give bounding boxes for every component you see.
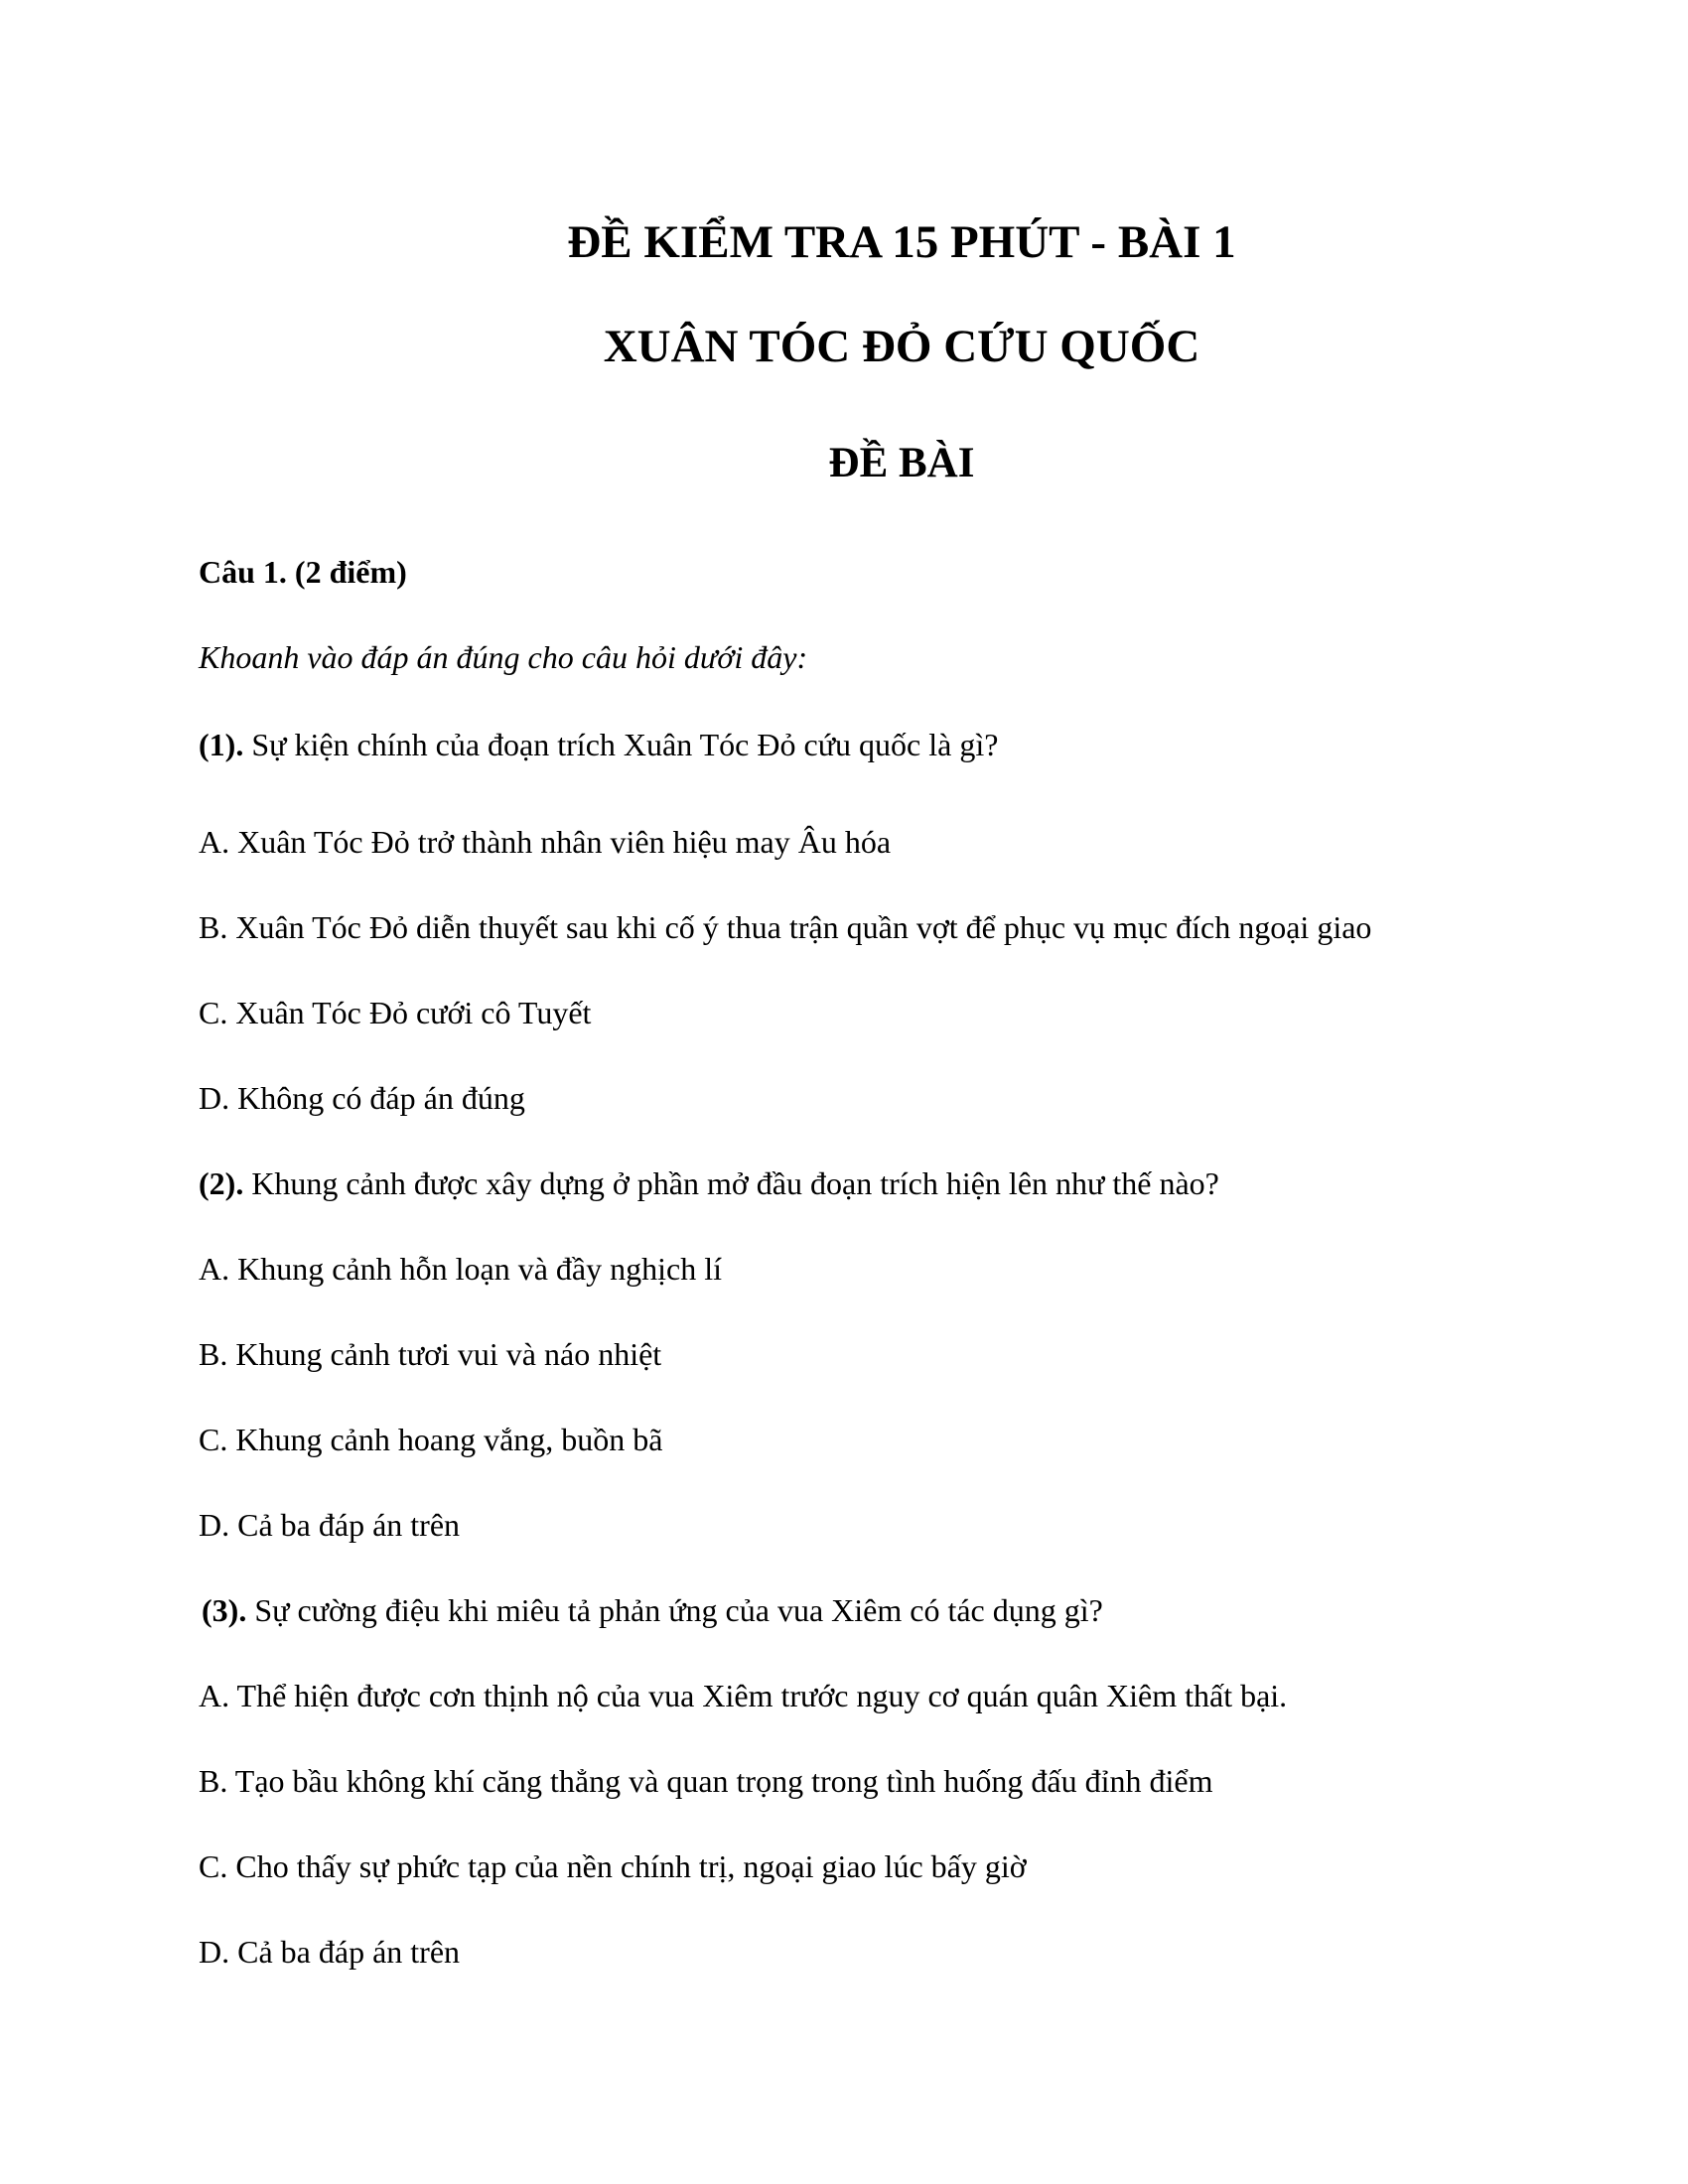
answer-option[interactable]: A. Thể hiện được cơn thịnh nộ của vua Xiêm trước nguy cơ quán quân Xiêm thất bại. bbox=[199, 1678, 1288, 1713]
answer-option[interactable]: B. Xuân Tóc Đỏ diễn thuyết sau khi cố ý thua trận quần vợt để phục vụ mục đích ngoại giao bbox=[199, 909, 1372, 945]
document-title: ĐỀ KIỂM TRA 15 PHÚT - BÀI 1 bbox=[567, 216, 1236, 268]
question-item-number: (2). bbox=[199, 1165, 244, 1201]
answer-option[interactable]: C. Khung cảnh hoang vắng, buồn bã bbox=[199, 1422, 663, 1457]
answer-option[interactable]: D. Cả ba đáp án trên bbox=[199, 1507, 461, 1543]
question-item-prompt: Sự cường điệu khi miêu tả phản ứng của vua Xiêm có tác dụng gì? bbox=[246, 1592, 1103, 1628]
answer-option[interactable]: D. Không có đáp án đúng bbox=[199, 1080, 525, 1116]
question-item-prompt: Sự kiện chính của đoạn trích Xuân Tóc Đỏ cứu quốc là gì? bbox=[243, 727, 999, 762]
question-item-number: (1). bbox=[199, 727, 244, 762]
answer-option[interactable]: B. Tạo bầu không khí căng thẳng và quan trọng trong tình huống đấu đỉnh điểm bbox=[199, 1763, 1213, 1799]
answer-option[interactable]: A. Xuân Tóc Đỏ trở thành nhân viên hiệu may Âu hóa bbox=[199, 824, 892, 860]
question-item-2 bbox=[199, 1161, 1219, 1205]
answer-option[interactable]: C. Cho thấy sự phức tạp của nền chính trị, ngoại giao lúc bấy giờ bbox=[199, 1848, 1027, 1884]
question-heading: Câu 1. (2 điểm) bbox=[199, 554, 407, 590]
question-item-3 bbox=[202, 1588, 1103, 1632]
section-title: ĐỀ BÀI bbox=[828, 440, 975, 486]
answer-option[interactable]: A. Khung cảnh hỗn loạn và đầy nghịch lí bbox=[199, 1251, 722, 1287]
question-item-prompt: Khung cảnh được xây dựng ở phần mở đầu đoạn trích hiện lên như thế nào? bbox=[243, 1165, 1219, 1201]
question-item-1 bbox=[199, 723, 998, 766]
question-item-number: (3). bbox=[202, 1592, 247, 1628]
answer-option[interactable]: B. Khung cảnh tươi vui và náo nhiệt bbox=[199, 1336, 662, 1372]
document-subtitle: XUÂN TÓC ĐỎ CỨU QUỐC bbox=[603, 321, 1200, 372]
answer-option[interactable]: D. Cả ba đáp án trên bbox=[199, 1934, 461, 1970]
question-instruction: Khoanh vào đáp án đúng cho câu hỏi dưới đây: bbox=[199, 639, 808, 675]
answer-option[interactable]: C. Xuân Tóc Đỏ cưới cô Tuyết bbox=[199, 995, 592, 1030]
